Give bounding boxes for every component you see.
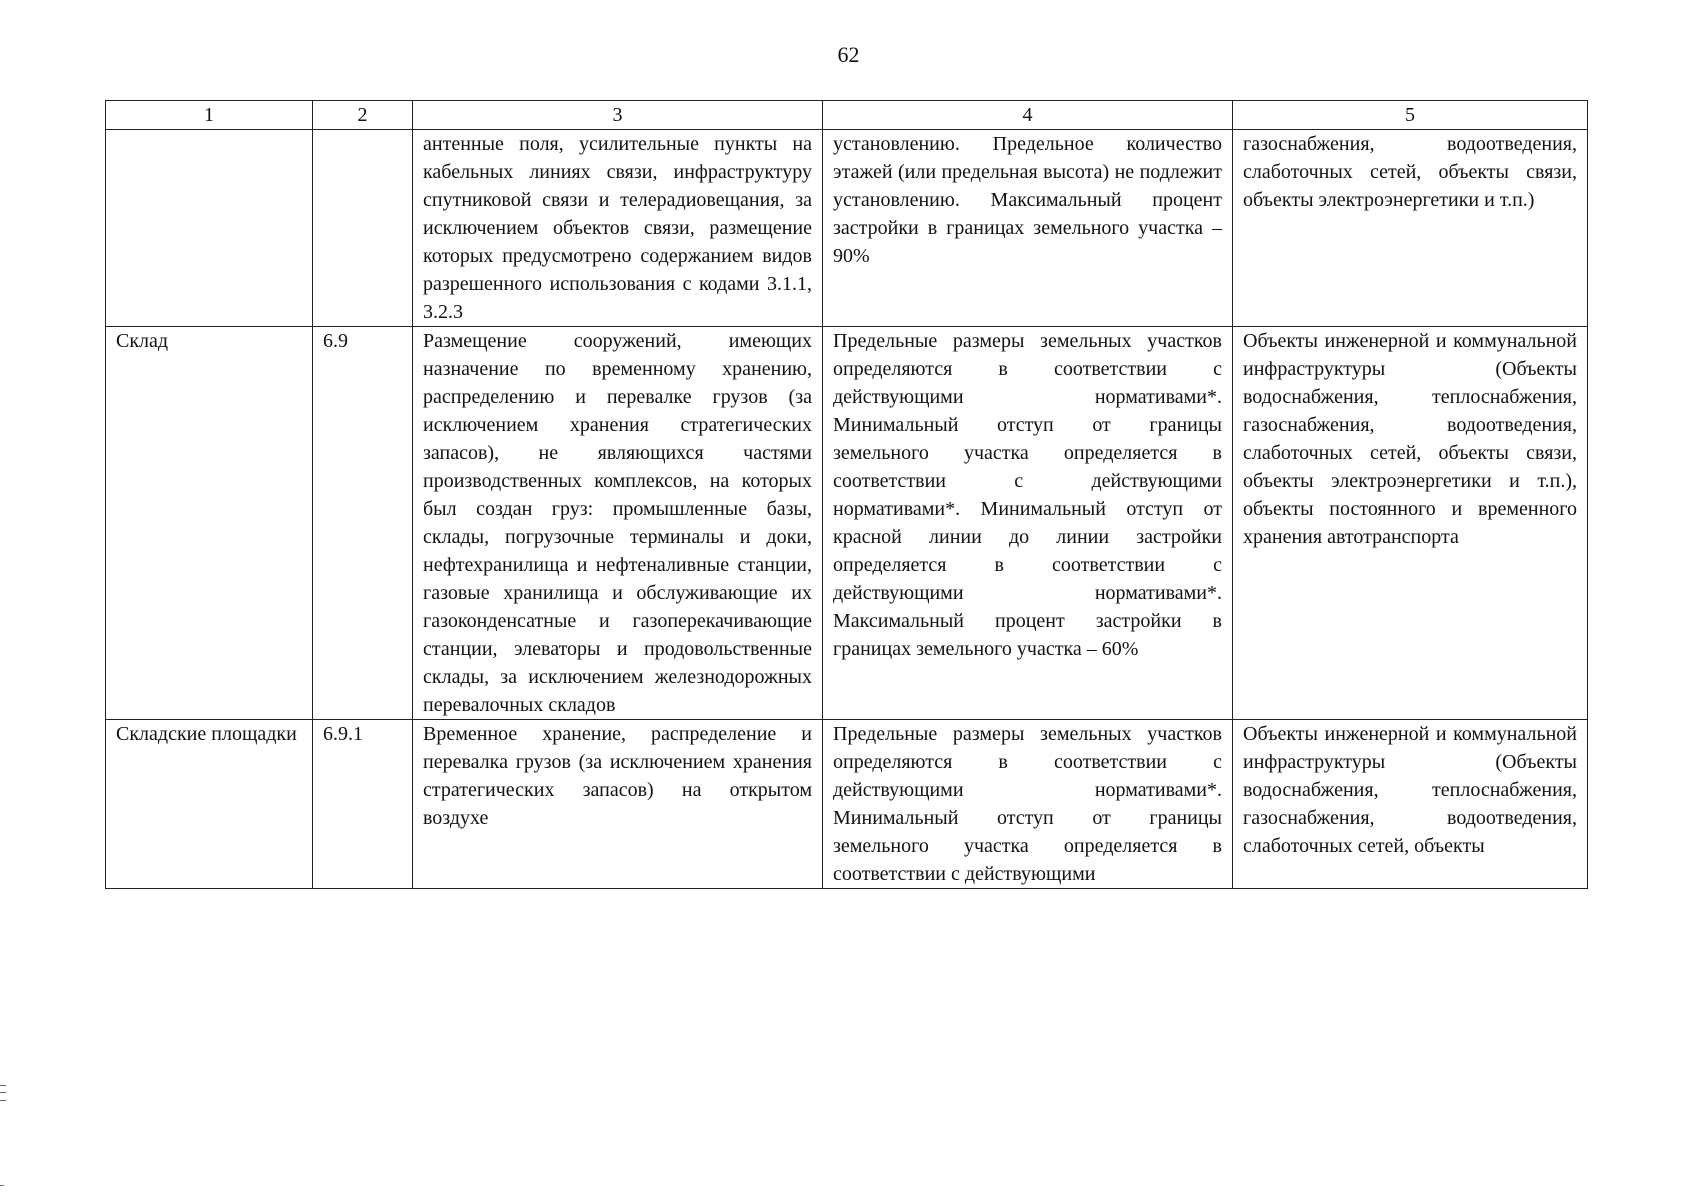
cell-use-description: Размещение сооружений, имеющих назначение по временному хранению, распределению и перевалке грузов (за исключением хранения стратегических запасов), не являющихся частями производственных комплексов, на которых был создан груз: промышленные базы, склады, погрузочные терминалы и доки, нефтехранилища и нефтеналивные станции, газовые хранилища и обслуживающие их газоконденсатные и газоперекачивающие станции, элеваторы и продовольственные склады, за исключением железнодорожных перевалочных складов [413,327,823,720]
header-row [106,101,1588,130]
cell-text: Временное хранение, распределение и перевалка грузов (за исключением хранения стратегических запасов) на открытом воздухе [423,723,812,829]
margin-mark [0,1085,6,1101]
cell-use-description: антенные поля, усилительные пункты на кабельных линиях связи, инфраструктуру спутниковой связи и телерадиовещания, за исключением объектов связи, размещение которых предусмотрено содержанием видов разрешенного использования с кодами 3.1.1, 3.2.3 [413,130,823,327]
table-header [106,101,1588,130]
cell-auxiliary-uses: Объекты инженерной и коммунальной инфраструктуры (Объекты водоснабжения, теплоснабжения, газоснабжения, водоотведения, слаботочных сетей, объекты связи, объекты электроэнергетики и т.п.), объекты постоянного и временного хранения автотранспорта [1233,327,1588,720]
cell-parameters [823,720,1233,889]
land-use-table [105,100,1588,889]
cell-use-name [106,130,313,327]
margin-dash [0,1185,4,1186]
header-col-4: 4 [823,101,1233,130]
table-row [106,327,1588,720]
cell-use-code: 6.9 [313,327,413,720]
page-number: 62 [837,42,860,67]
cell-use-code [313,130,413,327]
header-col-5: 5 [1233,101,1588,130]
cell-parameters: установлению. Предельное количество этажей (или предельная высота) не подлежит установлению. Максимальный процент застройки в границах земельного участка – 90% [823,130,1233,327]
header-col-1: 1 [106,101,313,130]
header-col-2: 2 [313,101,413,130]
table-body [106,130,1588,889]
table-row [106,720,1588,889]
cell-use-name: Складские площадки [106,720,313,889]
cell-auxiliary-uses: газоснабжения, водоотведения, слаботочных сетей, объекты связи, объекты электроэнергетики и т.п.) [1233,130,1588,327]
cell-use-code: 6.9.1 [313,720,413,889]
cell-parameters: Предельные размеры земельных участков определяются в соответствии с действующими нормативами*. Минимальный отступ от границы земельного участка определяется в соответствии с действующими нормативами*. Минимальный отступ от красной линии до линии застройки определяется в соответствии с действующими нормативами*. Максимальный процент застройки в границах земельного участка – 60% [823,327,1233,720]
header-col-3: 3 [413,101,823,130]
cell-text: Предельные размеры земельных участков определяются в соответствии с действующими нормативами*. Минимальный отступ от границы земельного участка определяется в соответствии с действующими [833,723,1222,885]
table-row [106,130,1588,327]
cell-text: Объекты инженерной и коммунальной инфраструктуры (Объекты водоснабжения, теплоснабжения, газоснабжения, водоотведения, слаботочных сетей, объекты [1243,723,1577,857]
cell-use-name: Склад [106,327,313,720]
cell-auxiliary-uses [1233,720,1588,889]
cell-use-description [413,720,823,889]
